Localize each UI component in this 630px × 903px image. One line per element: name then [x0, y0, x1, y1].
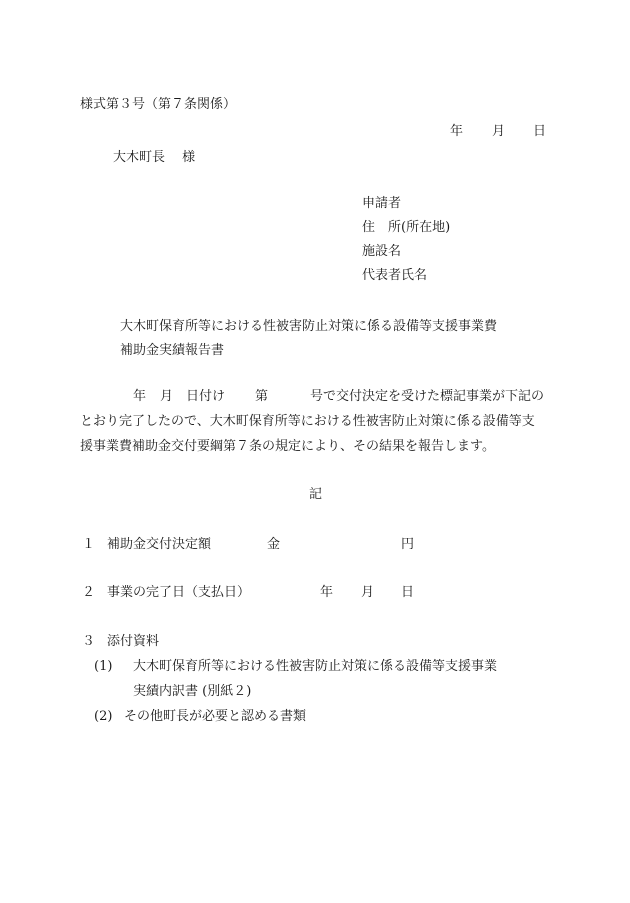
- body-line2: とおり完了したので、大木町保育所等における性被害防止対策に係る設備等支: [80, 414, 535, 429]
- item-2-month: 月: [361, 585, 375, 600]
- attachment-1-line2: 実績内訳書 (別紙２): [133, 684, 252, 699]
- applicant-facility: 施設名: [362, 244, 402, 259]
- form-label: 様式第３号（第７条関係）: [80, 97, 237, 112]
- body-year: 年: [133, 389, 147, 404]
- document-title-line1: 大木町保育所等における性被害防止対策に係る設備等支援事業費: [120, 319, 498, 334]
- item-1-kin: 金: [267, 537, 281, 552]
- item-2-number: ２: [82, 585, 96, 600]
- body-line3: 援事業費補助金交付要綱第７条の規定により、その結果を報告します。: [80, 439, 495, 454]
- ki-heading: 記: [309, 487, 323, 502]
- item-1-label: 補助金交付決定額: [107, 537, 212, 552]
- addressee: 大木町長 様: [113, 150, 196, 165]
- applicant-heading: 申請者: [362, 196, 402, 211]
- body-dai: 第: [255, 389, 269, 404]
- attachment-2-line1: その他町長が必要と認める書類: [124, 709, 307, 724]
- document-title-line2: 補助金実績報告書: [120, 343, 225, 358]
- item-2-year: 年: [320, 585, 334, 600]
- attachment-2-number: (2): [94, 709, 113, 724]
- date-month: 月: [492, 124, 506, 139]
- item-3-number: ３: [82, 634, 96, 649]
- item-3-label: 添付資料: [107, 634, 160, 649]
- body-day-dated: 日付け: [186, 389, 226, 404]
- applicant-address: 住 所(所在地): [362, 220, 451, 235]
- body-line1-rest: 号で交付決定を受けた標記事業が下記の: [310, 389, 545, 404]
- date-year: 年: [450, 124, 464, 139]
- attachment-1-line1: 大木町保育所等における性被害防止対策に係る設備等支援事業: [133, 659, 498, 674]
- date-day: 日: [533, 124, 547, 139]
- applicant-representative: 代表者氏名: [362, 268, 428, 283]
- item-2-label: 事業の完了日（支払日）: [107, 585, 251, 600]
- body-month: 月: [160, 389, 174, 404]
- item-1-en: 円: [401, 537, 415, 552]
- item-1-number: １: [82, 537, 96, 552]
- attachment-1-number: (1): [94, 659, 113, 674]
- item-2-day: 日: [401, 585, 415, 600]
